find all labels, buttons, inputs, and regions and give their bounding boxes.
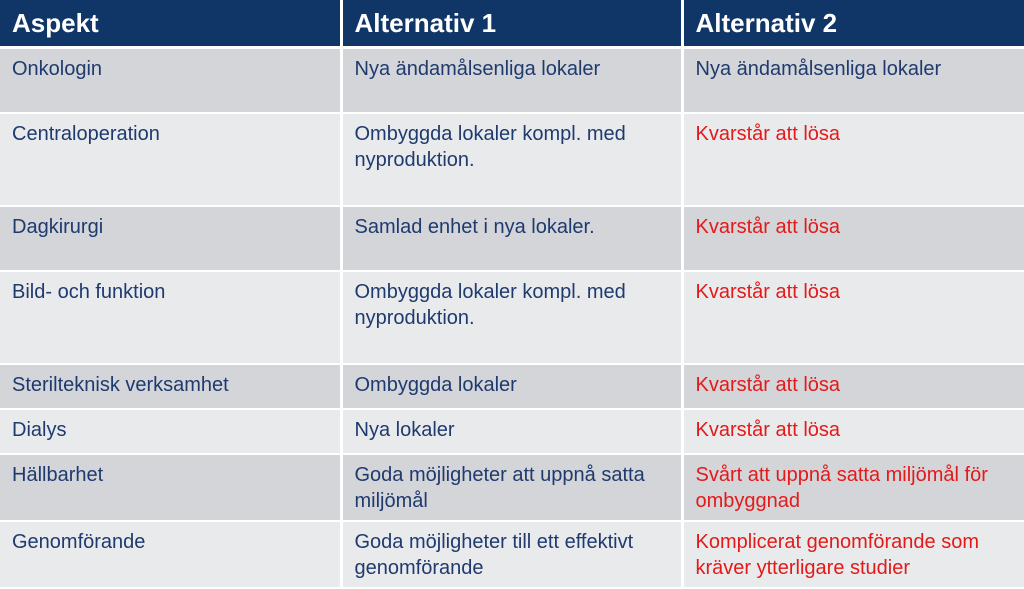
aspect-cell: Sterilteknisk verksamhet bbox=[0, 364, 341, 409]
aspect-cell: Onkologin bbox=[0, 48, 341, 114]
alt1-cell: Nya lokaler bbox=[341, 409, 682, 454]
alt2-cell: Kvarstår att lösa bbox=[682, 206, 1024, 271]
header-row bbox=[0, 0, 1024, 48]
alt1-cell: Goda möjligheter till ett effektivt genomförande bbox=[341, 521, 682, 588]
table-row bbox=[0, 48, 1024, 114]
aspect-cell: Hällbarhet bbox=[0, 454, 341, 521]
alt2-cell: Kvarstår att lösa bbox=[682, 409, 1024, 454]
table-row bbox=[0, 521, 1024, 588]
aspect-cell: Genomförande bbox=[0, 521, 341, 588]
aspect-cell: Centraloperation bbox=[0, 113, 341, 206]
aspect-cell: Dialys bbox=[0, 409, 341, 454]
table-row bbox=[0, 364, 1024, 409]
table-row bbox=[0, 409, 1024, 454]
alt2-cell: Kvarstår att lösa bbox=[682, 364, 1024, 409]
header-aspekt: Aspekt bbox=[0, 0, 341, 48]
table-row bbox=[0, 113, 1024, 206]
alt1-cell: Ombyggda lokaler kompl. med nyproduktion. bbox=[341, 113, 682, 206]
alt1-cell: Ombyggda lokaler kompl. med nyproduktion. bbox=[341, 271, 682, 364]
alt1-cell: Samlad enhet i nya lokaler. bbox=[341, 206, 682, 271]
alt2-cell: Komplicerat genomförande som kräver ytterligare studier bbox=[682, 521, 1024, 588]
alt1-cell: Ombyggda lokaler bbox=[341, 364, 682, 409]
header-alternativ-1: Alternativ 1 bbox=[341, 0, 682, 48]
alt2-cell: Svårt att uppnå satta miljömål för ombyggnad bbox=[682, 454, 1024, 521]
table-row bbox=[0, 271, 1024, 364]
alt2-cell: Kvarstår att lösa bbox=[682, 271, 1024, 364]
aspect-cell: Dagkirurgi bbox=[0, 206, 341, 271]
table-row bbox=[0, 454, 1024, 521]
table-row bbox=[0, 206, 1024, 271]
aspect-cell: Bild- och funktion bbox=[0, 271, 341, 364]
header-alternativ-2: Alternativ 2 bbox=[682, 0, 1024, 48]
alt2-cell: Kvarstår att lösa bbox=[682, 113, 1024, 206]
alt1-cell: Goda möjligheter att uppnå satta miljömål bbox=[341, 454, 682, 521]
alt1-cell: Nya ändamålsenliga lokaler bbox=[341, 48, 682, 114]
alt2-cell: Nya ändamålsenliga lokaler bbox=[682, 48, 1024, 114]
